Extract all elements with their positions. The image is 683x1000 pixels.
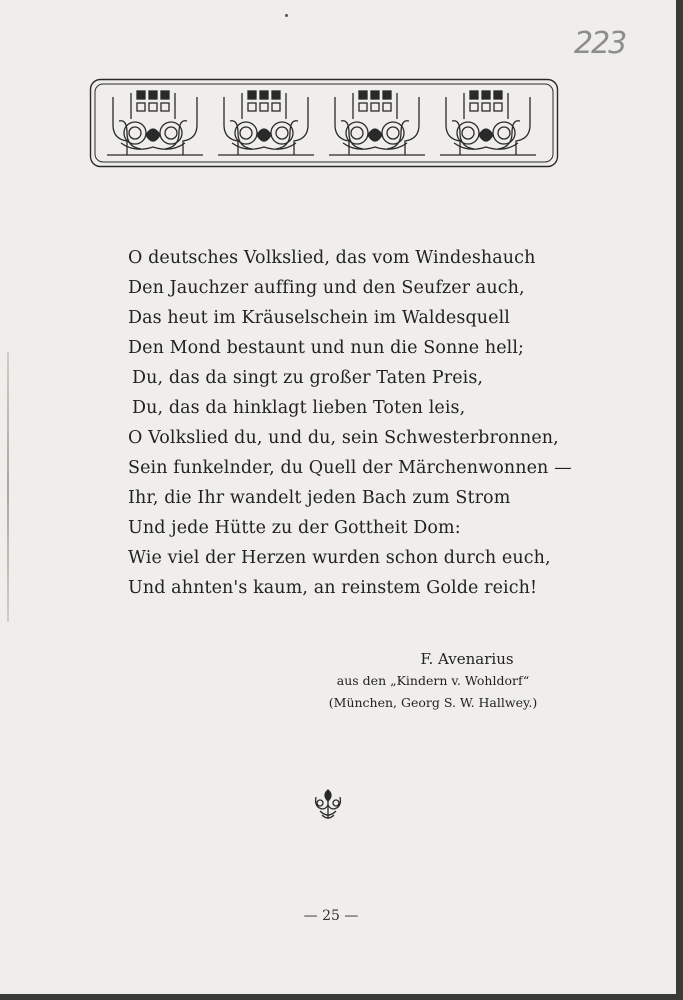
poem-line-6: Du, das da hinklagt lieben Toten leis, bbox=[132, 398, 466, 418]
poem-line-4: Den Mond bestaunt und nun die Sonne hell; bbox=[128, 338, 525, 358]
scan-border-right bbox=[676, 0, 683, 1000]
poem-line-1: O deutsches Volkslied, das vom Windeshauch bbox=[128, 248, 536, 268]
poem-line-10: Und jede Hütte zu der Gottheit Dom: bbox=[128, 518, 461, 538]
ink-speck bbox=[285, 14, 288, 17]
ornament-band-icon bbox=[89, 78, 559, 168]
page-number: — 25 — bbox=[303, 908, 359, 924]
source-line-2: (München, Georg S. W. Hallwey.) bbox=[328, 695, 538, 710]
scan-border-bottom bbox=[0, 994, 683, 1000]
poem-line-2: Den Jauchzer auffing und den Seufzer auch, bbox=[128, 278, 525, 298]
poem-line-11: Wie viel der Herzen wurden schon durch euch, bbox=[128, 548, 551, 568]
floral-vignette-icon bbox=[312, 787, 344, 821]
attribution bbox=[318, 648, 548, 714]
source-line-1: aus den „Kindern v. Wohldorf“ bbox=[336, 673, 530, 688]
author-name: F. Avenarius bbox=[420, 650, 514, 668]
poem bbox=[128, 243, 598, 603]
poem-line-8: Sein funkelnder, du Quell der Märchenwonnen — bbox=[128, 458, 572, 478]
poem-line-7: O Volkslied du, und du, sein Schwesterbronnen, bbox=[128, 428, 559, 448]
poem-line-5: Du, das da singt zu großer Taten Preis, bbox=[132, 368, 484, 388]
poem-line-3: Das heut im Kräuselschein im Waldesquell bbox=[128, 308, 510, 328]
binding-edge bbox=[7, 352, 9, 622]
poem-line-9: Ihr, die Ihr wandelt jeden Bach zum Strom bbox=[128, 488, 511, 508]
poem-line-12: Und ahnten's kaum, an reinstem Golde reich! bbox=[128, 578, 538, 598]
handwritten-folio-number: 223 bbox=[574, 26, 626, 61]
